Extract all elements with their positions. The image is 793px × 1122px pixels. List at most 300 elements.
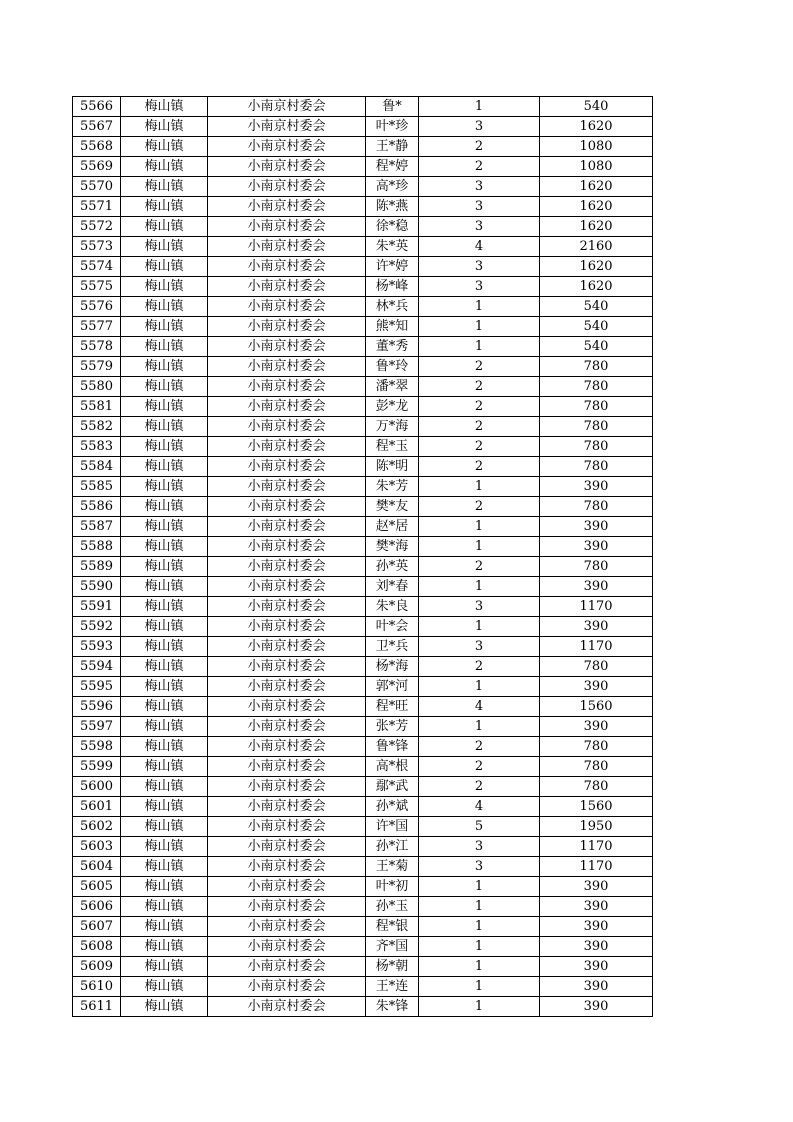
town-cell: 梅山镇 [121,857,208,877]
village-cell: 小南京村委会 [208,917,366,937]
row-id-cell: 5582 [73,417,121,437]
town-cell: 梅山镇 [121,137,208,157]
table-row [73,857,653,877]
name-cell: 王*静 [366,137,419,157]
allowance-table [72,96,653,1017]
table-row [73,417,653,437]
village-cell: 小南京村委会 [208,417,366,437]
table-row [73,637,653,657]
town-cell: 梅山镇 [121,517,208,537]
table-row [73,817,653,837]
amount-cell: 390 [540,897,653,917]
row-id-cell: 5610 [73,977,121,997]
village-cell: 小南京村委会 [208,697,366,717]
household-count-cell: 5 [419,817,540,837]
village-cell: 小南京村委会 [208,537,366,557]
row-id-cell: 5591 [73,597,121,617]
table-row [73,617,653,637]
village-cell: 小南京村委会 [208,637,366,657]
row-id-cell: 5598 [73,737,121,757]
household-count-cell: 3 [419,277,540,297]
household-count-cell: 3 [419,637,540,657]
household-count-cell: 1 [419,97,540,117]
amount-cell: 780 [540,457,653,477]
table-row [73,837,653,857]
village-cell: 小南京村委会 [208,977,366,997]
amount-cell: 1560 [540,697,653,717]
household-count-cell: 2 [419,437,540,457]
household-count-cell: 4 [419,697,540,717]
table-row [73,917,653,937]
name-cell: 高*根 [366,757,419,777]
name-cell: 刘*春 [366,577,419,597]
amount-cell: 780 [540,757,653,777]
village-cell: 小南京村委会 [208,897,366,917]
table-row [73,137,653,157]
amount-cell: 780 [540,437,653,457]
town-cell: 梅山镇 [121,697,208,717]
table-row [73,117,653,137]
amount-cell: 1080 [540,157,653,177]
household-count-cell: 4 [419,237,540,257]
town-cell: 梅山镇 [121,957,208,977]
household-count-cell: 2 [419,417,540,437]
village-cell: 小南京村委会 [208,497,366,517]
household-count-cell: 2 [419,757,540,777]
village-cell: 小南京村委会 [208,257,366,277]
amount-cell: 390 [540,957,653,977]
village-cell: 小南京村委会 [208,177,366,197]
row-id-cell: 5596 [73,697,121,717]
amount-cell: 1620 [540,177,653,197]
amount-cell: 390 [540,477,653,497]
name-cell: 叶*珍 [366,117,419,137]
row-id-cell: 5593 [73,637,121,657]
name-cell: 熊*知 [366,317,419,337]
amount-cell: 390 [540,717,653,737]
village-cell: 小南京村委会 [208,657,366,677]
household-count-cell: 3 [419,597,540,617]
table-row [73,477,653,497]
town-cell: 梅山镇 [121,197,208,217]
table-row [73,537,653,557]
table-row [73,317,653,337]
name-cell: 王*菊 [366,857,419,877]
table-row [73,277,653,297]
table-row [73,697,653,717]
household-count-cell: 2 [419,157,540,177]
amount-cell: 780 [540,497,653,517]
table-row [73,357,653,377]
table-row [73,937,653,957]
town-cell: 梅山镇 [121,917,208,937]
village-cell: 小南京村委会 [208,597,366,617]
household-count-cell: 2 [419,557,540,577]
household-count-cell: 3 [419,857,540,877]
household-count-cell: 1 [419,317,540,337]
village-cell: 小南京村委会 [208,217,366,237]
amount-cell: 1170 [540,597,653,617]
name-cell: 杨*峰 [366,277,419,297]
table-row [73,197,653,217]
amount-cell: 780 [540,657,653,677]
row-id-cell: 5601 [73,797,121,817]
table-row [73,297,653,317]
town-cell: 梅山镇 [121,557,208,577]
row-id-cell: 5580 [73,377,121,397]
row-id-cell: 5570 [73,177,121,197]
household-count-cell: 1 [419,717,540,737]
amount-cell: 540 [540,297,653,317]
amount-cell: 1620 [540,277,653,297]
village-cell: 小南京村委会 [208,757,366,777]
row-id-cell: 5575 [73,277,121,297]
amount-cell: 540 [540,97,653,117]
name-cell: 鄢*武 [366,777,419,797]
table-row [73,237,653,257]
town-cell: 梅山镇 [121,257,208,277]
household-count-cell: 2 [419,397,540,417]
table-row [73,977,653,997]
row-id-cell: 5574 [73,257,121,277]
table-row [73,337,653,357]
village-cell: 小南京村委会 [208,797,366,817]
row-id-cell: 5611 [73,997,121,1017]
village-cell: 小南京村委会 [208,237,366,257]
town-cell: 梅山镇 [121,797,208,817]
town-cell: 梅山镇 [121,357,208,377]
town-cell: 梅山镇 [121,117,208,137]
village-cell: 小南京村委会 [208,557,366,577]
row-id-cell: 5581 [73,397,121,417]
household-count-cell: 1 [419,677,540,697]
town-cell: 梅山镇 [121,537,208,557]
name-cell: 鲁* [366,97,419,117]
table-body [73,97,653,1017]
amount-cell: 390 [540,977,653,997]
village-cell: 小南京村委会 [208,317,366,337]
row-id-cell: 5586 [73,497,121,517]
amount-cell: 1170 [540,837,653,857]
name-cell: 卫*兵 [366,637,419,657]
village-cell: 小南京村委会 [208,297,366,317]
village-cell: 小南京村委会 [208,337,366,357]
village-cell: 小南京村委会 [208,377,366,397]
village-cell: 小南京村委会 [208,737,366,757]
town-cell: 梅山镇 [121,397,208,417]
town-cell: 梅山镇 [121,837,208,857]
row-id-cell: 5600 [73,777,121,797]
village-cell: 小南京村委会 [208,157,366,177]
household-count-cell: 1 [419,337,540,357]
town-cell: 梅山镇 [121,997,208,1017]
village-cell: 小南京村委会 [208,817,366,837]
table-row [73,97,653,117]
table-row [73,177,653,197]
table-row [73,597,653,617]
town-cell: 梅山镇 [121,937,208,957]
name-cell: 樊*友 [366,497,419,517]
table-row [73,997,653,1017]
name-cell: 孙*斌 [366,797,419,817]
household-count-cell: 2 [419,377,540,397]
amount-cell: 780 [540,397,653,417]
name-cell: 孙*江 [366,837,419,857]
table-row [73,257,653,277]
table-row [73,957,653,977]
town-cell: 梅山镇 [121,217,208,237]
amount-cell: 780 [540,377,653,397]
amount-cell: 1560 [540,797,653,817]
village-cell: 小南京村委会 [208,677,366,697]
town-cell: 梅山镇 [121,717,208,737]
amount-cell: 390 [540,937,653,957]
town-cell: 梅山镇 [121,757,208,777]
row-id-cell: 5577 [73,317,121,337]
town-cell: 梅山镇 [121,477,208,497]
row-id-cell: 5573 [73,237,121,257]
amount-cell: 540 [540,337,653,357]
village-cell: 小南京村委会 [208,97,366,117]
name-cell: 鲁*玲 [366,357,419,377]
village-cell: 小南京村委会 [208,277,366,297]
row-id-cell: 5595 [73,677,121,697]
table-row [73,557,653,577]
village-cell: 小南京村委会 [208,117,366,137]
name-cell: 徐*稳 [366,217,419,237]
household-count-cell: 3 [419,117,540,137]
village-cell: 小南京村委会 [208,837,366,857]
row-id-cell: 5608 [73,937,121,957]
name-cell: 杨*朝 [366,957,419,977]
row-id-cell: 5579 [73,357,121,377]
name-cell: 张*芳 [366,717,419,737]
amount-cell: 780 [540,417,653,437]
amount-cell: 780 [540,737,653,757]
table-row [73,577,653,597]
household-count-cell: 4 [419,797,540,817]
village-cell: 小南京村委会 [208,397,366,417]
row-id-cell: 5568 [73,137,121,157]
household-count-cell: 3 [419,217,540,237]
village-cell: 小南京村委会 [208,997,366,1017]
town-cell: 梅山镇 [121,437,208,457]
name-cell: 程*旺 [366,697,419,717]
town-cell: 梅山镇 [121,637,208,657]
name-cell: 潘*翠 [366,377,419,397]
amount-cell: 1080 [540,137,653,157]
household-count-cell: 1 [419,537,540,557]
household-count-cell: 1 [419,297,540,317]
table-row [73,797,653,817]
household-count-cell: 3 [419,257,540,277]
amount-cell: 390 [540,917,653,937]
village-cell: 小南京村委会 [208,857,366,877]
household-count-cell: 2 [419,137,540,157]
town-cell: 梅山镇 [121,297,208,317]
amount-cell: 390 [540,537,653,557]
row-id-cell: 5599 [73,757,121,777]
row-id-cell: 5588 [73,537,121,557]
village-cell: 小南京村委会 [208,617,366,637]
name-cell: 许*国 [366,817,419,837]
village-cell: 小南京村委会 [208,137,366,157]
row-id-cell: 5609 [73,957,121,977]
name-cell: 彭*龙 [366,397,419,417]
amount-cell: 390 [540,517,653,537]
town-cell: 梅山镇 [121,277,208,297]
name-cell: 樊*海 [366,537,419,557]
amount-cell: 540 [540,317,653,337]
row-id-cell: 5583 [73,437,121,457]
town-cell: 梅山镇 [121,657,208,677]
name-cell: 齐*国 [366,937,419,957]
name-cell: 郭*河 [366,677,419,697]
household-count-cell: 1 [419,517,540,537]
name-cell: 赵*居 [366,517,419,537]
table-row [73,397,653,417]
amount-cell: 1950 [540,817,653,837]
name-cell: 孙*玉 [366,897,419,917]
village-cell: 小南京村委会 [208,437,366,457]
name-cell: 朱*良 [366,597,419,617]
town-cell: 梅山镇 [121,597,208,617]
table-row [73,217,653,237]
town-cell: 梅山镇 [121,497,208,517]
row-id-cell: 5571 [73,197,121,217]
row-id-cell: 5603 [73,837,121,857]
table-row [73,657,653,677]
household-count-cell: 3 [419,177,540,197]
name-cell: 高*珍 [366,177,419,197]
village-cell: 小南京村委会 [208,937,366,957]
household-count-cell: 2 [419,777,540,797]
village-cell: 小南京村委会 [208,877,366,897]
village-cell: 小南京村委会 [208,777,366,797]
row-id-cell: 5589 [73,557,121,577]
household-count-cell: 1 [419,577,540,597]
village-cell: 小南京村委会 [208,357,366,377]
household-count-cell: 1 [419,937,540,957]
name-cell: 林*兵 [366,297,419,317]
household-count-cell: 3 [419,197,540,217]
household-count-cell: 2 [419,357,540,377]
name-cell: 杨*海 [366,657,419,677]
household-count-cell: 3 [419,837,540,857]
amount-cell: 780 [540,777,653,797]
household-count-cell: 1 [419,477,540,497]
name-cell: 孙*英 [366,557,419,577]
household-count-cell: 1 [419,897,540,917]
table-row [73,897,653,917]
table-row [73,517,653,537]
row-id-cell: 5576 [73,297,121,317]
table-row [73,157,653,177]
town-cell: 梅山镇 [121,577,208,597]
row-id-cell: 5594 [73,657,121,677]
row-id-cell: 5592 [73,617,121,637]
row-id-cell: 5590 [73,577,121,597]
amount-cell: 1620 [540,257,653,277]
amount-cell: 1620 [540,197,653,217]
name-cell: 程*玉 [366,437,419,457]
row-id-cell: 5607 [73,917,121,937]
town-cell: 梅山镇 [121,237,208,257]
row-id-cell: 5602 [73,817,121,837]
town-cell: 梅山镇 [121,417,208,437]
household-count-cell: 2 [419,497,540,517]
name-cell: 万*海 [366,417,419,437]
table-row [73,757,653,777]
row-id-cell: 5584 [73,457,121,477]
household-count-cell: 1 [419,877,540,897]
amount-cell: 780 [540,557,653,577]
name-cell: 王*连 [366,977,419,997]
village-cell: 小南京村委会 [208,477,366,497]
town-cell: 梅山镇 [121,457,208,477]
amount-cell: 390 [540,877,653,897]
table-row [73,737,653,757]
amount-cell: 1170 [540,637,653,657]
table-row [73,717,653,737]
household-count-cell: 1 [419,917,540,937]
table-row [73,377,653,397]
name-cell: 叶*初 [366,877,419,897]
row-id-cell: 5569 [73,157,121,177]
amount-cell: 390 [540,577,653,597]
household-count-cell: 2 [419,457,540,477]
town-cell: 梅山镇 [121,617,208,637]
amount-cell: 390 [540,677,653,697]
name-cell: 陈*明 [366,457,419,477]
name-cell: 董*秀 [366,337,419,357]
row-id-cell: 5567 [73,117,121,137]
table-row [73,437,653,457]
town-cell: 梅山镇 [121,897,208,917]
name-cell: 许*婷 [366,257,419,277]
row-id-cell: 5606 [73,897,121,917]
amount-cell: 1620 [540,217,653,237]
household-count-cell: 2 [419,737,540,757]
row-id-cell: 5587 [73,517,121,537]
town-cell: 梅山镇 [121,157,208,177]
name-cell: 程*婷 [366,157,419,177]
name-cell: 鲁*锋 [366,737,419,757]
row-id-cell: 5572 [73,217,121,237]
name-cell: 陈*燕 [366,197,419,217]
household-count-cell: 2 [419,657,540,677]
household-count-cell: 1 [419,977,540,997]
town-cell: 梅山镇 [121,777,208,797]
table-row [73,677,653,697]
village-cell: 小南京村委会 [208,957,366,977]
name-cell: 朱*英 [366,237,419,257]
table-row [73,457,653,477]
row-id-cell: 5604 [73,857,121,877]
amount-cell: 1620 [540,117,653,137]
town-cell: 梅山镇 [121,377,208,397]
amount-cell: 390 [540,997,653,1017]
table-row [73,777,653,797]
town-cell: 梅山镇 [121,737,208,757]
household-count-cell: 1 [419,957,540,977]
name-cell: 程*银 [366,917,419,937]
row-id-cell: 5597 [73,717,121,737]
row-id-cell: 5585 [73,477,121,497]
town-cell: 梅山镇 [121,817,208,837]
row-id-cell: 5578 [73,337,121,357]
village-cell: 小南京村委会 [208,517,366,537]
